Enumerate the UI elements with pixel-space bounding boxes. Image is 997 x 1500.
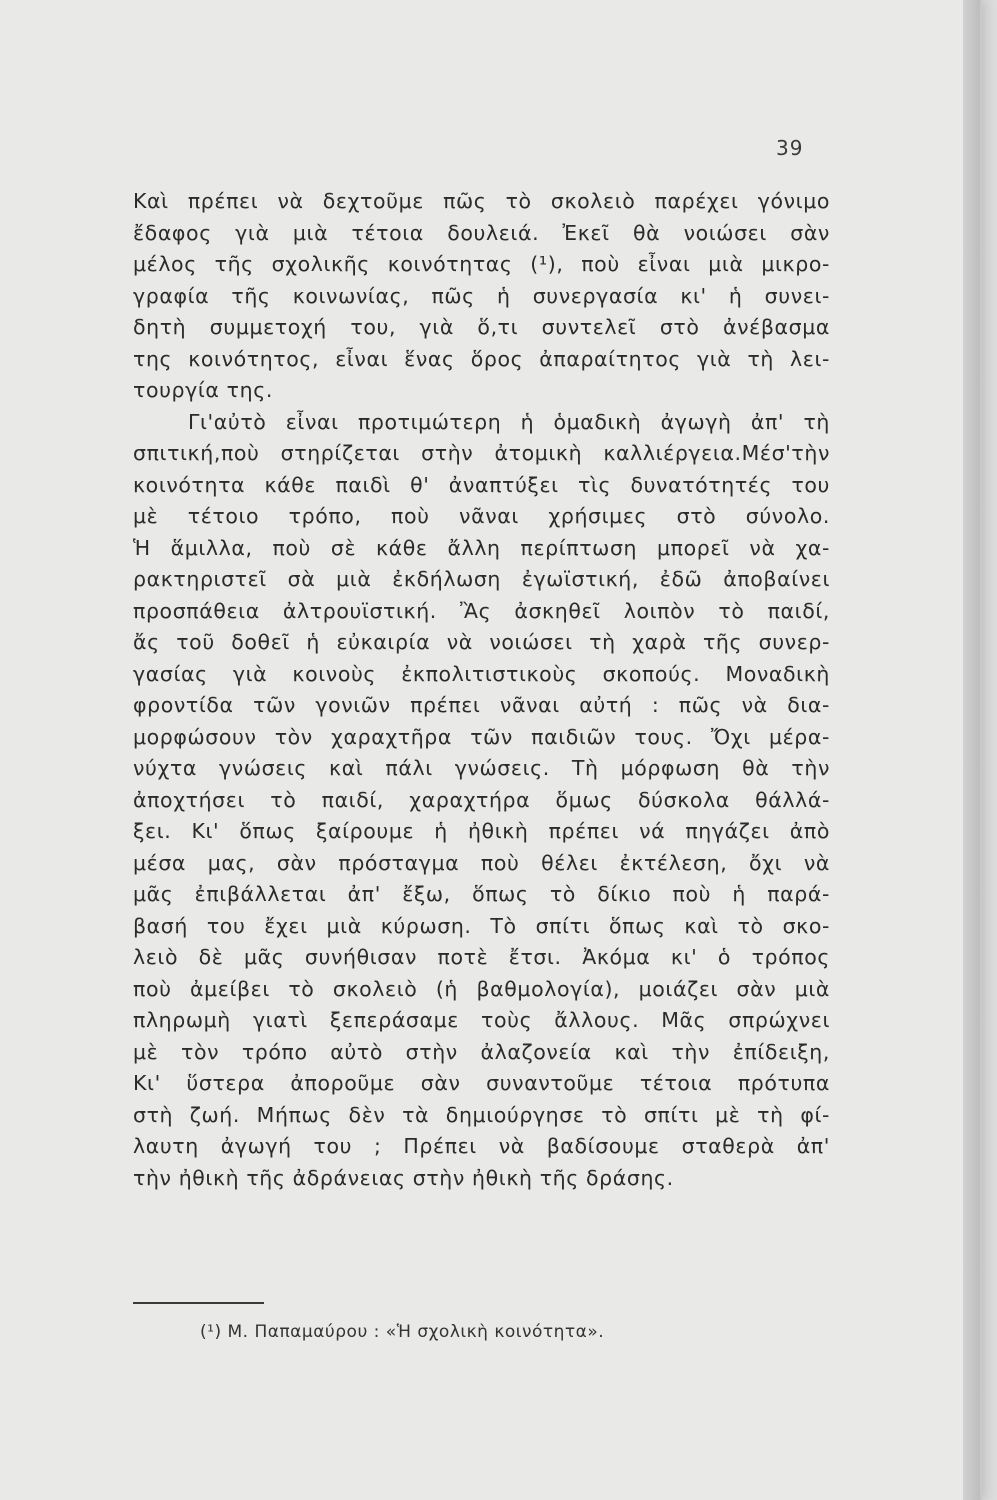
text-line: γραφία τῆς κοινωνίας, πῶς ἡ συνεργασία κι' ἡ συνει- [133,283,830,308]
text-line: Καὶ πρέπει νὰ δεχτοῦμε πῶς τὸ σκολειὸ παρέχει γόνιμο [133,189,830,213]
text-line: Γι'αὐτὸ εἶναι προτιμώτερη ἡ ὁμαδικὴ ἀγωγὴ ἀπ' τὴ [188,409,830,434]
body-text [133,186,830,1194]
text-line: προσπάθεια ἀλτρουϊστική. Ἂς ἀσκηθεῖ λοιπὸν τὸ παιδί, [133,598,830,623]
text-line: πληρωμὴ γιατὶ ξεπεράσαμε τοὺς ἄλλους. Μᾶς σπρώχνει [133,1008,830,1032]
footnote: (¹) Μ. Παπαμαύρου : «Ἡ σχολικὴ κοινότητα». [200,1322,605,1342]
text-line: τουργία της. [133,378,273,402]
text-line: μᾶς ἐπιβάλλεται ἀπ' ἔξω, ὅπως τὸ δίκιο ποὺ ἡ παρά- [133,882,830,906]
text-line: λειὸ δὲ μᾶς συνήθισαν ποτὲ ἔτσι. Ἀκόμα κι' ὁ τρόπος [133,945,830,969]
text-line: τὴν ἠθικὴ τῆς ἀδράνειας στὴν ἠθικὴ τῆς δράσης. [133,1165,674,1190]
text-line: μέσα μας, σὰν πρόσταγμα ποὺ θέλει ἐκτέλεση, ὄχι νὰ [133,850,830,875]
text-line: ἔδαφος γιὰ μιὰ τέτοια δουλειά. Ἐκεῖ θὰ νοιώσει σὰν [133,220,830,245]
text-line: σπιτική,ποὺ στηρίζεται στὴν ἀτομικὴ καλλιέργεια.Μέσ'τὴν [133,441,830,465]
text-line: στὴ ζωή. Μήπως δὲν τὰ δημιούργησε τὸ σπίτι μὲ τὴ φί- [133,1102,830,1127]
text-line: της κοινότητος, εἶναι ἕνας ὅρος ἀπαραίτητος γιὰ τὴ λει- [133,346,830,371]
text-line: δητὴ συμμετοχή του, γιὰ ὅ,τι συντελεῖ στὸ ἀνέβασμα [133,315,830,339]
text-line: νύχτα γνώσεις καὶ πάλι γνώσεις. Τὴ μόρφωση θὰ τὴν [133,756,830,780]
text-line: βασή του ἔχει μιὰ κύρωση. Τὸ σπίτι ὅπως καὶ τὸ σκο- [133,913,830,938]
text-line: φροντίδα τῶν γονιῶν πρέπει νᾶναι αὐτή : πῶς νὰ δια- [133,693,830,717]
text-line: μὲ τέτοιο τρόπο, ποὺ νᾶναι χρήσιμες στὸ σύνολο. [133,504,830,528]
text-line: γασίας γιὰ κοινοὺς ἐκπολιτιστικοὺς σκοπούς. Μοναδικὴ [133,661,830,686]
text-line: ἄς τοῦ δοθεῖ ἡ εὐκαιρία νὰ νοιώσει τὴ χαρὰ τῆς συνερ- [133,630,830,654]
text-line: ἀποχτήσει τὸ παιδί, χαραχτήρα ὅμως δύσκολα θάλλά- [133,787,830,812]
text-line: ξει. Κι' ὅπως ξαίρουμε ἡ ἠθικὴ πρέπει νά πηγάζει ἀπὸ [133,819,830,843]
page-number: 39 [776,136,804,160]
text-line: Ἡ ἅμιλλα, ποὺ σὲ κάθε ἄλλη περίπτωση μπορεῖ νὰ χα- [133,535,830,560]
text-line: ποὺ ἀμείβει τὸ σκολειὸ (ἡ βαθμολογία), μοιάζει σὰν μιὰ [133,976,830,1001]
text-line: Κι' ὕστερα ἀποροῦμε σὰν συναντοῦμε τέτοια πρότυπα [133,1071,830,1095]
text-line: κοινότητα κάθε παιδὶ θ' ἀναπτύξει τὶς δυνατότητές του [133,472,830,497]
text-line: μορφώσουν τὸν χαραχτῆρα τῶν παιδιῶν τους. Ὄχι μέρα- [133,724,830,749]
text-line: λαυτη ἀγωγή του ; Πρέπει νὰ βαδίσουμε σταθερὰ ἀπ' [133,1134,830,1158]
text-line: μὲ τὸν τρόπο αὐτὸ στὴν ἀλαζονεία καὶ τὴν ἐπίδειξη, [133,1039,830,1064]
text-line: μέλος τῆς σχολικῆς κοινότητας (¹), ποὺ εἶναι μιὰ μικρο- [133,252,830,276]
footnote-rule [133,1302,264,1304]
page-edge [963,0,980,1500]
text-line: ρακτηριστεῖ σὰ μιὰ ἐκδήλωση ἐγωϊστική, ἐδῶ ἀποβαίνει [133,567,830,591]
